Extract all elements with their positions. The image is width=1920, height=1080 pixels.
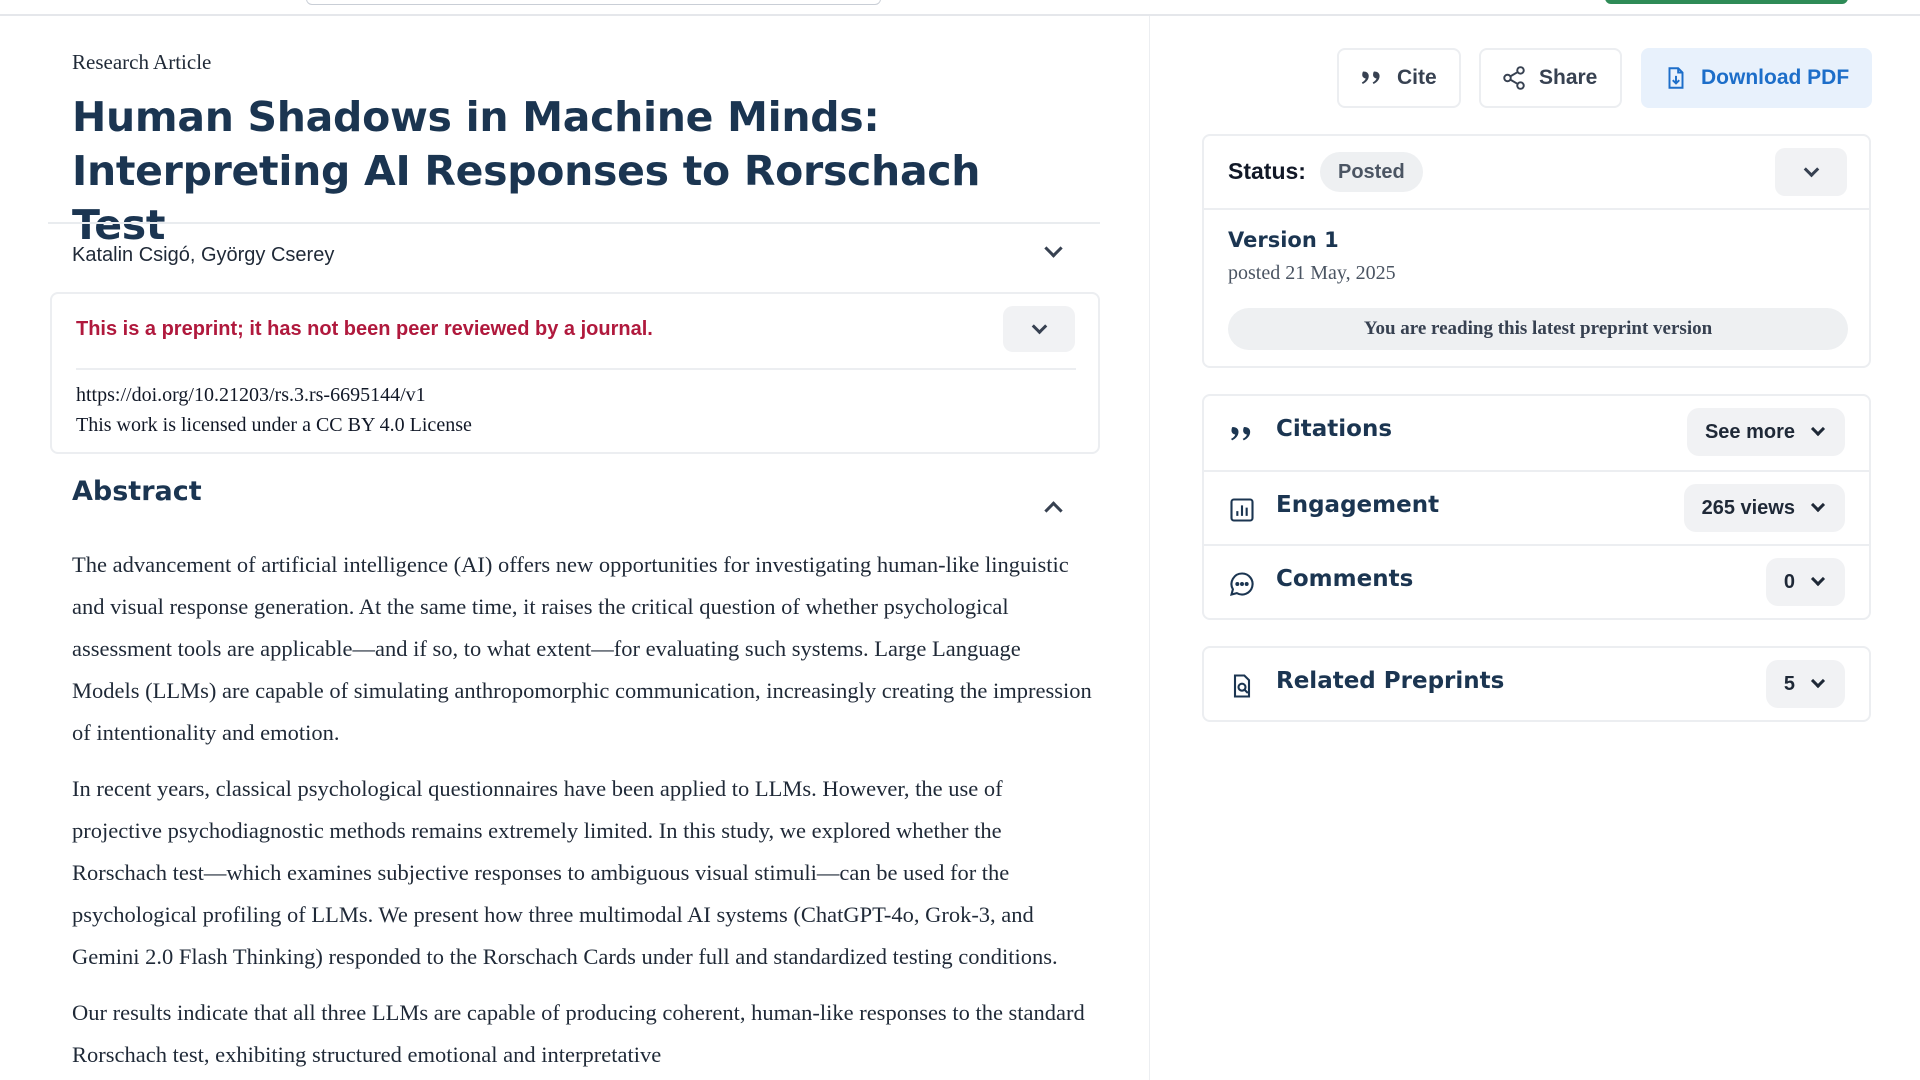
cite-button[interactable]: [1337, 48, 1461, 108]
citations-toggle[interactable]: [1687, 408, 1845, 456]
chevron-down-icon: [1811, 422, 1825, 436]
chevron-up-icon[interactable]: [1044, 501, 1062, 519]
share-button[interactable]: [1479, 48, 1622, 108]
status-card: [1202, 134, 1871, 368]
license-text: This work is licensed under a CC BY 4.0 License: [76, 414, 472, 436]
download-pdf-button[interactable]: [1641, 48, 1872, 108]
share-icon: [1501, 65, 1527, 91]
doi-link[interactable]: https://doi.org/10.21203/rs.3.rs-6695144/v1: [76, 384, 426, 406]
citations-row[interactable]: [1204, 396, 1869, 470]
quote-icon: [1359, 65, 1385, 91]
version-label: Version 1: [1228, 228, 1339, 252]
latest-version-note: You are reading this latest preprint version: [1228, 308, 1848, 350]
comments-row[interactable]: [1204, 544, 1869, 618]
related-preprints-toggle[interactable]: [1766, 660, 1845, 708]
status-label: Status:: [1228, 158, 1306, 184]
comments-toggle[interactable]: [1766, 558, 1845, 606]
article-type-label: Research Article: [72, 50, 212, 74]
engagement-row[interactable]: [1204, 470, 1869, 544]
preprint-info-box: [50, 292, 1100, 454]
comments-value: 0: [1783, 570, 1795, 593]
share-label: Share: [1539, 66, 1598, 89]
download-pdf-label: Download PDF: [1701, 66, 1850, 89]
abstract-paragraph: The advancement of artificial intelligence (AI) offers new opportunities for investigating human-like linguistic and visual response generation. At the same time, it raises the critical question of whether psychological assessment tools are applicable—and if so, to what extent—for evaluating such systems. Large Language Models (LLMs) are capable of simulating anthropomorphic communication, increasingly creating the impression of intentionality and emotion.: [72, 552, 1092, 745]
comments-label: Comments: [1276, 566, 1414, 592]
search-input[interactable]: [306, 0, 881, 5]
chevron-down-icon: [1031, 318, 1047, 334]
column-divider: [1149, 16, 1150, 1080]
chevron-down-icon: [1803, 161, 1819, 177]
citations-label: Citations: [1276, 416, 1393, 442]
authors-row[interactable]: [48, 222, 1100, 288]
metrics-card: [1202, 394, 1871, 620]
abstract-paragraph: In recent years, classical psychological questionnaires have been applied to LLMs. However, the use of projective psychodiagnostic methods remains extremely limited. In this study, we explored whether the Rorschach test—which examines subjective responses to ambiguous visual stimuli—can be used for the psychological profiling of LLMs. We present how three multimodal AI systems (ChatGPT-4o, Grok-3, and Gemini 2.0 Flash Thinking) responded to the Rorschach Cards under full and standardized testing conditions.: [72, 776, 1058, 969]
abstract-heading: Abstract: [72, 476, 202, 507]
citations-value: See more: [1704, 420, 1795, 443]
chevron-down-icon: [1811, 498, 1825, 512]
author-list: Katalin Csigó, György Cserey: [72, 244, 335, 266]
related-preprints-count: 5: [1783, 672, 1795, 695]
engagement-value: 265 views: [1701, 496, 1795, 519]
divider: [1204, 208, 1869, 210]
article-title: Human Shadows in Machine Minds: Interpreting AI Responses to Rorschach Test: [72, 93, 981, 249]
status-badge: Posted: [1320, 152, 1423, 192]
cite-label: Cite: [1397, 66, 1437, 89]
posted-date: posted 21 May, 2025: [1228, 262, 1396, 284]
download-file-icon: [1663, 65, 1689, 91]
abstract-paragraph: Our results indicate that all three LLMs are capable of producing coherent, human-like responses to the standard Rorschach test, exhibiting structured emotional and interpretative: [72, 1000, 1085, 1067]
chevron-down-icon[interactable]: [1044, 239, 1062, 257]
chevron-down-icon: [1811, 572, 1825, 586]
engagement-label: Engagement: [1276, 492, 1440, 518]
related-preprints-label: Related Preprints: [1276, 668, 1505, 694]
status-expand-button[interactable]: [1775, 148, 1847, 196]
comment-icon: [1228, 570, 1256, 598]
primary-action-button[interactable]: [1605, 0, 1848, 4]
abstract-body: [72, 544, 1092, 1080]
preprint-expand-button[interactable]: [1003, 306, 1075, 352]
quote-icon: [1228, 420, 1256, 448]
engagement-toggle[interactable]: [1684, 484, 1845, 532]
related-doc-icon: [1228, 672, 1256, 700]
divider: [76, 368, 1076, 370]
related-preprints-card[interactable]: [1202, 646, 1871, 722]
chevron-down-icon: [1811, 674, 1825, 688]
bar-chart-icon: [1228, 496, 1256, 524]
preprint-warning: This is a preprint; it has not been peer reviewed by a journal.: [76, 318, 653, 340]
top-navigation-bar: [0, 0, 1920, 16]
